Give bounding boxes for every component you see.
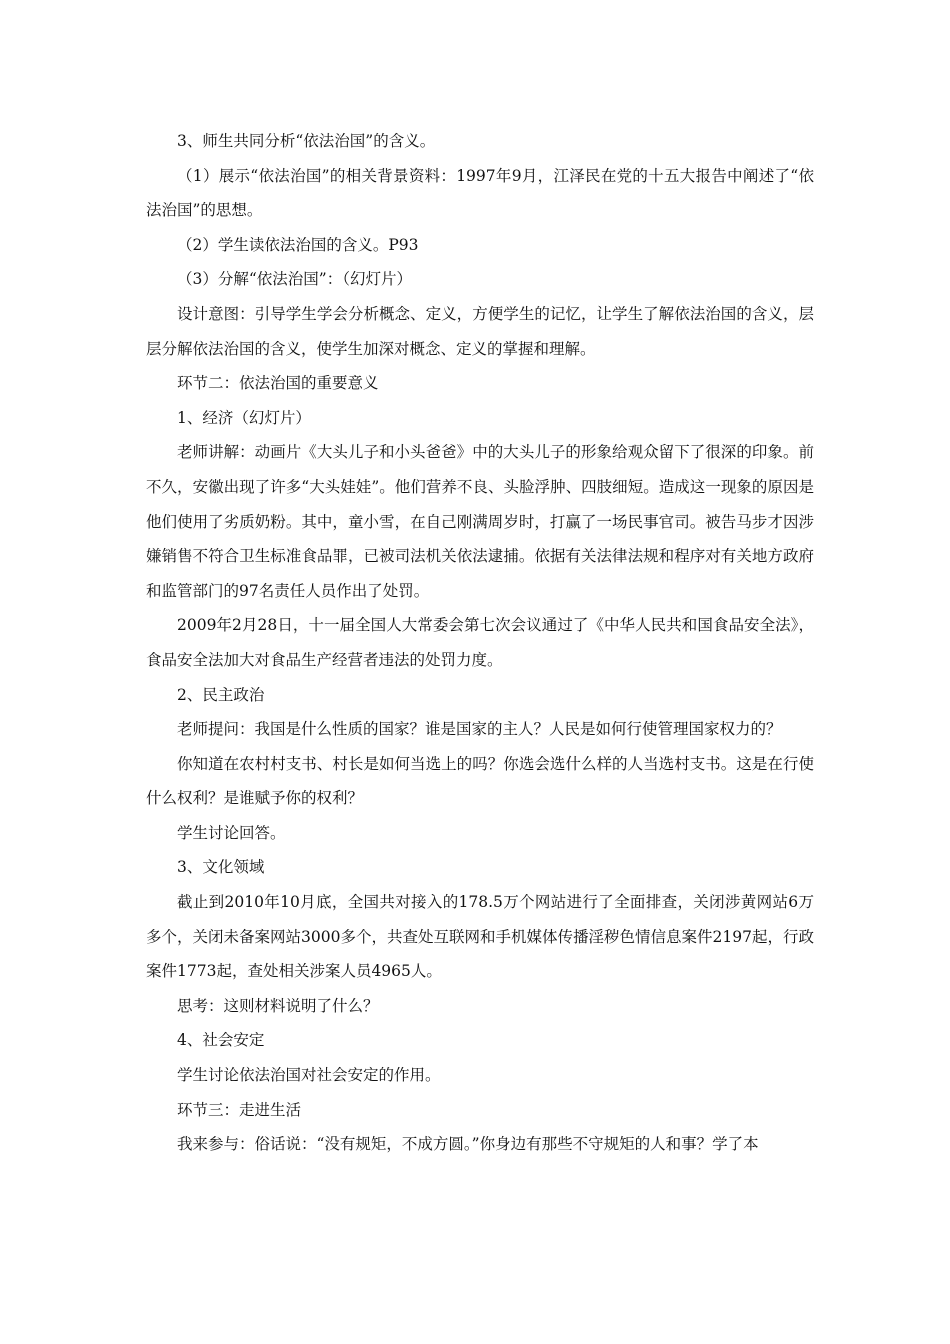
paragraph: 我来参与：俗话说：“没有规矩，不成方圆。”你身边有那些不守规矩的人和事？学了本 (177, 1135, 759, 1154)
paragraph: 学生讨论回答。 (177, 823, 286, 842)
subsection-heading: 1、经济（幻灯片） (177, 408, 311, 427)
subsection-heading: 2、民主政治 (177, 685, 265, 704)
paragraph: （2）学生读依法治国的含义。P93 (177, 235, 419, 254)
paragraph: 3、师生共同分析“依法治国”的含义。 (177, 132, 436, 150)
paragraph: 截止到2010年10月底，全国共对接入的178.5万个网站进行了全面排查，关闭涉黄网站6万多个，关闭未备案网站3000多个，共查处互联网和手机媒体传播淫秽色情信息案件2197起，行政案件1773起，查处相关涉案人员4965人。 (146, 893, 814, 981)
paragraph: 学生讨论依法治国对社会安定的作用。 (177, 1066, 441, 1085)
document-body (146, 124, 814, 1162)
section-heading: 环节三：走进生活 (177, 1100, 302, 1119)
paragraph: 设计意图：引导学生学会分析概念、定义，方便学生的记忆，让学生了解依法治国的含义，层层分解依法治国的含义，使学生加深对概念、定义的掌握和理解。 (146, 304, 814, 358)
paragraph: 老师讲解：动画片《大头儿子和小头爸爸》中的大头儿子的形象给观众留下了很深的印象。前不久，安徽出现了许多“大头娃娃”。他们营养不良、头脸浮肿、四肢细短。造成这一现象的原因是他们使用了劣质奶粉。其中，童小雪，在自己刚满周岁时，打赢了一场民事官司。被告马步才因涉嫌销售不符合卫生标准食品罪，已被司法机关依法逮捕。依据有关法律法规和程序对有关地方政府和监管部门的97名责任人员作出了处罚。 (146, 443, 814, 600)
section-heading: 环节二：依法治国的重要意义 (177, 374, 379, 393)
paragraph: （1）展示“依法治国”的相关背景资料：1997年9月，江泽民在党的十五大报告中阐述了“依法治国”的思想。 (146, 166, 814, 220)
subsection-heading: 3、文化领域 (177, 858, 265, 877)
subsection-heading: 4、社会安定 (177, 1031, 265, 1050)
paragraph: 你知道在农村村支书、村长是如何当选上的吗？你选会选什么样的人当选村支书。这是在行使什么权利？是谁赋予你的权利？ (146, 754, 814, 808)
paragraph: 思考：这则材料说明了什么？ (177, 996, 379, 1015)
paragraph: 2009年2月28日，十一届全国人大常委会第七次会议通过了《中华人民共和国食品安全法》，食品安全法加大对食品生产经营者违法的处罚力度。 (146, 616, 814, 669)
paragraph: 老师提问：我国是什么性质的国家？谁是国家的主人？人民是如何行使管理国家权力的？ (177, 720, 782, 739)
paragraph: （3）分解“依法治国”：（幻灯片） (177, 270, 412, 289)
